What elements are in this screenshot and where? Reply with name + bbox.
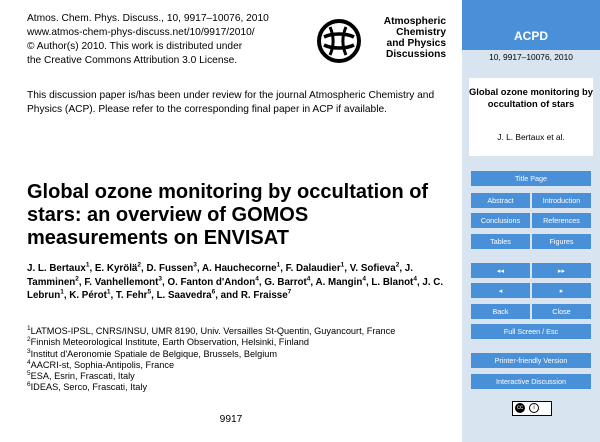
affiliation-row <box>27 326 457 337</box>
paper-title: Global ozone monitoring by occultation of stars: an overview of GOMOS measurements on ENVISAT <box>27 181 429 249</box>
affiliation-row <box>27 371 457 382</box>
journal-url[interactable]: www.atmos-chem-phys-discuss.net/10/9917/2010/ <box>27 27 255 38</box>
fullscreen-button[interactable]: Full Screen / Esc <box>471 324 591 339</box>
author-affiliation-number: 3 <box>158 275 163 283</box>
license-line: the Creative Commons Attribution 3.0 License. <box>27 55 238 66</box>
affiliation-row <box>27 360 457 371</box>
affiliation-text: Finnish Meteorological Institute, Earth Observation, Helsinki, Finland <box>30 337 309 348</box>
title-page-button[interactable]: Title Page <box>471 171 591 186</box>
logo-text <box>362 16 446 60</box>
author-name: F. Vanhellemont <box>84 276 159 288</box>
author-affiliation-number: 1 <box>60 288 64 296</box>
affiliation-text: Institut d'Aeronomie Spatiale de Belgique, Brussels, Belgium <box>30 348 278 359</box>
author-name: G. Barrot <box>264 276 307 288</box>
affiliation-row <box>27 337 457 348</box>
logo-line: Atmospheric <box>383 16 446 27</box>
author-name: R. Fraisse <box>240 290 288 302</box>
affiliation-text: IDEAS, Serco, Frascati, Italy <box>30 382 148 393</box>
author-name: O. Fanton d'Andon <box>167 276 256 288</box>
author-affiliation-number: 7 <box>287 288 292 296</box>
affiliation-number: 4 <box>27 358 31 366</box>
author-name: J. L. Bertaux <box>27 263 86 274</box>
affiliation-text: ESA, Esrin, Frascati, Italy <box>30 371 135 382</box>
author-affiliation-number: 4 <box>362 275 366 283</box>
logo-line: Chemistry <box>396 27 446 38</box>
author-affiliation-number: 4 <box>255 275 259 283</box>
affiliation-row <box>27 382 457 393</box>
citation-line: Atmos. Chem. Phys. Discuss., 10, 9917–10076, 2010 <box>27 13 269 24</box>
back-button[interactable]: Back <box>471 304 530 319</box>
author-name: L. Blanot <box>371 276 414 288</box>
author-name: J. Tamminen <box>27 263 413 288</box>
journal-name: ACPD <box>462 0 600 50</box>
tables-button[interactable]: Tables <box>471 234 530 249</box>
previous-page-button[interactable]: ◂ <box>471 283 530 298</box>
printer-friendly-button[interactable]: Printer-friendly Version <box>471 353 591 368</box>
sidebar <box>462 0 600 442</box>
affiliation-list <box>27 326 457 394</box>
author-affiliation-number: 1 <box>85 261 90 269</box>
author-name: A. Mangin <box>315 276 363 288</box>
author-list: J. L. Bertaux$^1$, E. Kyrölä$^2$, D. Fussen$^3$, A. Hauchecorne$^1$, F. Dalaudier$^1$, V. Sofieva$^2$, J. Tamminen$^2$, F. Vanhellemont$^3$, O. Fanton d'Andon$^4$, G. Barrot$^4$, A. Mangin$^4$, L. Blanot$^4$, J. C. Lebrun$^1$, K. Pérot$^1$, T. Fehr$^5$, L. Saavedra$^6$, and R. Fraisse$^7$ <box>27 261 444 302</box>
author-affiliation-number: 2 <box>137 261 141 269</box>
short-title: Global ozone monitoring by occultation of stars <box>469 86 593 109</box>
page-number: 9917 <box>219 414 243 425</box>
author-name: K. Pérot <box>69 290 107 302</box>
author-affiliation-number: 4 <box>306 275 311 283</box>
abstract-button[interactable]: Abstract <box>471 193 530 208</box>
interactive-discussion-button[interactable]: Interactive Discussion <box>471 374 591 389</box>
author-name: D. Fussen <box>146 263 194 274</box>
short-authors: J. L. Bertaux et al. <box>497 132 565 142</box>
references-button[interactable]: References <box>532 213 591 228</box>
author-affiliation-number: 2 <box>75 275 79 283</box>
affiliation-text: LATMOS-IPSL, CNRS/INSU, UMR 8190, Univ. Versailles St-Quentin, Guyancourt, France <box>30 326 396 336</box>
author-affiliation-number: 1 <box>106 288 111 296</box>
affiliation-text: AACRI-st, Sophia-Antipolis, France <box>30 359 175 370</box>
logo-line: Discussions <box>385 49 446 60</box>
paper-summary-box <box>469 78 593 156</box>
author-affiliation-number: 1 <box>276 261 281 269</box>
globe-logo-icon <box>316 18 362 64</box>
cc-license-badge[interactable] <box>512 401 552 416</box>
author-affiliation-number: 1 <box>340 261 345 269</box>
first-page-button[interactable]: ◂◂ <box>471 263 530 278</box>
citation-header <box>27 12 317 68</box>
author-name: J. C. Lebrun <box>27 276 444 302</box>
copyright-line: © Author(s) 2010. This work is distributed under <box>27 41 243 52</box>
author-name: A. Hauchecorne <box>202 263 277 274</box>
author-affiliation-number: 5 <box>147 288 152 296</box>
affiliation-row <box>27 349 457 360</box>
affiliation-number: 2 <box>27 336 31 344</box>
attribution-icon: i <box>529 403 539 413</box>
author-affiliation-number: 6 <box>211 288 216 296</box>
author-affiliation-number: 4 <box>413 275 417 283</box>
affiliation-number: 3 <box>27 347 31 355</box>
cc-icon: cc <box>517 405 523 411</box>
last-page-button[interactable]: ▸▸ <box>532 263 591 278</box>
volume-info: 10, 9917–10076, 2010 <box>489 52 573 62</box>
affiliation-number: 5 <box>27 370 31 378</box>
author-name: L. Saavedra <box>156 290 212 302</box>
next-page-button[interactable]: ▸ <box>532 283 591 298</box>
figures-button[interactable]: Figures <box>532 234 591 249</box>
author-affiliation-number: 3 <box>193 261 197 269</box>
review-notice: This discussion paper is/has been under review for the journal Atmospheric Chemistry and Physics (ACP). Please refer to the corresponding final paper in ACP if available. <box>27 90 435 115</box>
author-affiliation-number: 2 <box>395 261 400 269</box>
affiliation-number: 1 <box>27 324 31 332</box>
author-name: V. Sofieva <box>349 263 396 274</box>
close-button[interactable]: Close <box>532 304 591 319</box>
author-and: and <box>220 290 239 302</box>
journal-logo <box>316 14 446 70</box>
author-name: F. Dalaudier <box>285 263 341 274</box>
author-name: E. Kyrölä <box>94 263 138 274</box>
logo-line: and Physics <box>386 38 446 49</box>
conclusions-button[interactable]: Conclusions <box>471 213 530 228</box>
author-name: T. Fehr <box>115 290 148 302</box>
introduction-button[interactable]: Introduction <box>532 193 591 208</box>
affiliation-number: 6 <box>27 381 31 389</box>
